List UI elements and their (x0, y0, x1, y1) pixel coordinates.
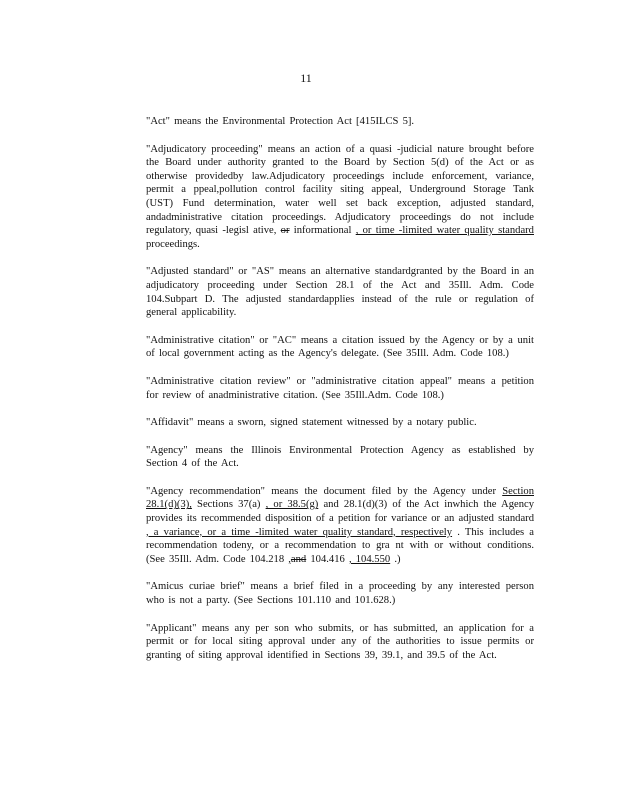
page-number: 11 (300, 71, 312, 85)
text-run: "Adjusted standard" or "AS" means an alternative standardgranted by the Board in an adjudicatory proceeding under Section 28.1 of the Act and 35Ill. Adm. Code 104.Subpart D. The adjusted standardapplies instead of the rule or regulation of general applicability. (146, 266, 534, 319)
definitions-section (146, 115, 534, 676)
text-run: and 28.1(d)(3) of the Act inwhich the Agency provides its recommended disposition of a petition for variance or an adjusted standard (146, 499, 534, 525)
inserted-text: , 104.550 (348, 553, 391, 565)
definition-administrative-citation-review (146, 375, 534, 402)
definition-agency (146, 444, 534, 471)
text-run: "Amicus curiae brief" means a brief filed in a proceeding by any interested person who is not a party. (See Sections 101.110 and 101.628.) (146, 581, 534, 607)
text-run: "Agency" means the Illinois Environmental Protection Agency as established by Section 4 of the Act. (146, 444, 534, 470)
definition-act (146, 115, 534, 129)
inserted-text: , (288, 553, 291, 565)
text-run: informational (289, 225, 356, 237)
inserted-text: , a variance, or a time -limited water quality standard, respectively (146, 526, 453, 538)
definition-affidavit (146, 416, 534, 430)
text-run: 104.416 (306, 553, 349, 565)
definition-adjusted-standard (146, 265, 534, 319)
inserted-text: , or 38.5(g) (265, 499, 319, 511)
definition-amicus (146, 580, 534, 607)
text-run: "Act" means the Environmental Protection Act [415ILCS 5]. (146, 116, 415, 127)
deleted-text: and (290, 553, 307, 565)
text-run: Sections 37(a) (191, 499, 266, 511)
inserted-text: Section 28.1(d)(3), (146, 485, 534, 511)
definition-applicant (146, 622, 534, 663)
definition-adjudicatory (146, 143, 534, 252)
deleted-text: or (280, 225, 290, 237)
definition-administrative-citation (146, 334, 534, 361)
text-run: proceedings. (146, 238, 200, 250)
text-run: "Affidavit" means a sworn, signed statement witnessed by a notary public. (146, 417, 477, 429)
text-run: . This includes a recommendation todeny, or a recommendation to gra nt with or without conditions. (See 35Ill. Adm. Code 104.218 (146, 526, 535, 565)
text-run: "Adjudicatory proceeding" means an action of a quasi -judicial nature brought before the Board under authority granted to the Board by Section 5(d) of the Act or as otherwise providedby law.Adjudicatory proceedings include enforcement, variance, permit a ppeal,pollution control facility siting appeal, Underground Storage Tank (UST) Fund determination, water well set back exception, adjusted standard, andadministrative citation proceedings. Adjudicatory proceedings do not include regulatory, quasi -legisl ative, (146, 143, 534, 237)
text-run: "Applicant" means any per son who submits, or has submitted, an application for a permit or for local siting approval under any of the authorities to issue permits or granting of siting approval identified in Sections 39, 39.1, and 39.5 of the Act. (146, 622, 534, 661)
text-run: "Agency recommendation" means the document filed by the Agency under (146, 485, 503, 497)
definition-agency-recommendation (146, 485, 534, 567)
text-run: "Administrative citation review" or "administrative citation appeal" means a petition for review of anadministrative citation. (See 35Ill.Adm. Code 108.) (146, 375, 534, 401)
text-run: "Administrative citation" or "AC" means a citation issued by the Agency or by a unit of local government acting as the Agency's delegate. (See 35Ill. Adm. Code 108.) (146, 334, 534, 360)
inserted-text: , or time -limited water quality standard (355, 225, 534, 237)
text-run: .) (390, 553, 401, 565)
